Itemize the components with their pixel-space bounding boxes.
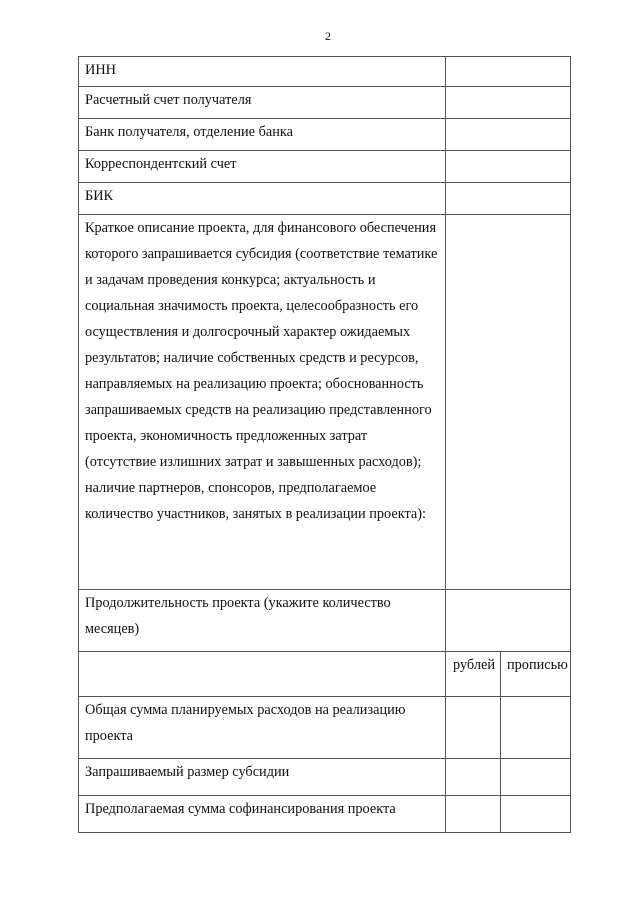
project-description-label: Краткое описание проекта, для финансового обеспечения которого запрашивается субсидия (соответствие тематике и задачам проведения конкурса; актуальность и социальная значимость проекта, целесообразность его осуществления и долгосрочный характер ожидаемых результатов; наличие собственных средств и ресурсов, направляемых на реализацию проекта; обоснованность запрашиваемых средств на реализацию представленного проекта, экономичность предложенных затрат (отсутствие излишних затрат и завышенных расходов); наличие партнеров, спонсоров, предполагаемое количество участников, занятых в реализации проекта): xyxy=(79,215,446,590)
bank-value-cell[interactable] xyxy=(446,119,571,151)
rubles-header: рублей xyxy=(446,652,501,697)
corr-account-value-cell[interactable] xyxy=(446,151,571,183)
account-label: Расчетный счет получателя xyxy=(79,87,446,119)
bik-value-cell[interactable] xyxy=(446,183,571,215)
amount-header-row xyxy=(79,652,571,697)
total-expenses-rubles-cell[interactable] xyxy=(446,697,501,759)
cofinancing-rubles-cell[interactable] xyxy=(446,796,501,833)
table-row xyxy=(79,590,571,652)
table-row xyxy=(79,151,571,183)
inn-value-cell[interactable] xyxy=(446,57,571,87)
table-row xyxy=(79,57,571,87)
table-row xyxy=(79,119,571,151)
duration-value-cell[interactable] xyxy=(446,590,571,652)
inn-label: ИНН xyxy=(79,57,446,87)
cofinancing-label: Предполагаемая сумма софинансирования проекта xyxy=(79,796,446,833)
total-expenses-label: Общая сумма планируемых расходов на реализацию проекта xyxy=(79,697,446,759)
subsidy-rubles-cell[interactable] xyxy=(446,759,501,796)
table-row xyxy=(79,183,571,215)
bik-label: БИК xyxy=(79,183,446,215)
bank-label: Банк получателя, отделение банка xyxy=(79,119,446,151)
total-expenses-words-cell[interactable] xyxy=(501,697,571,759)
cofinancing-words-cell[interactable] xyxy=(501,796,571,833)
table-row xyxy=(79,796,571,833)
table-row xyxy=(79,697,571,759)
account-value-cell[interactable] xyxy=(446,87,571,119)
amount-header-empty xyxy=(79,652,446,697)
table-row xyxy=(79,215,571,590)
subsidy-words-cell[interactable] xyxy=(501,759,571,796)
duration-label: Продолжительность проекта (укажите количество месяцев) xyxy=(79,590,446,652)
corr-account-label: Корреспондентский счет xyxy=(79,151,446,183)
application-form-table xyxy=(78,56,571,833)
project-description-value-cell[interactable] xyxy=(446,215,571,590)
page-number: 2 xyxy=(325,29,331,43)
table-row xyxy=(79,759,571,796)
table-row xyxy=(79,87,571,119)
in-words-header: прописью xyxy=(501,652,571,697)
subsidy-label: Запрашиваемый размер субсидии xyxy=(79,759,446,796)
